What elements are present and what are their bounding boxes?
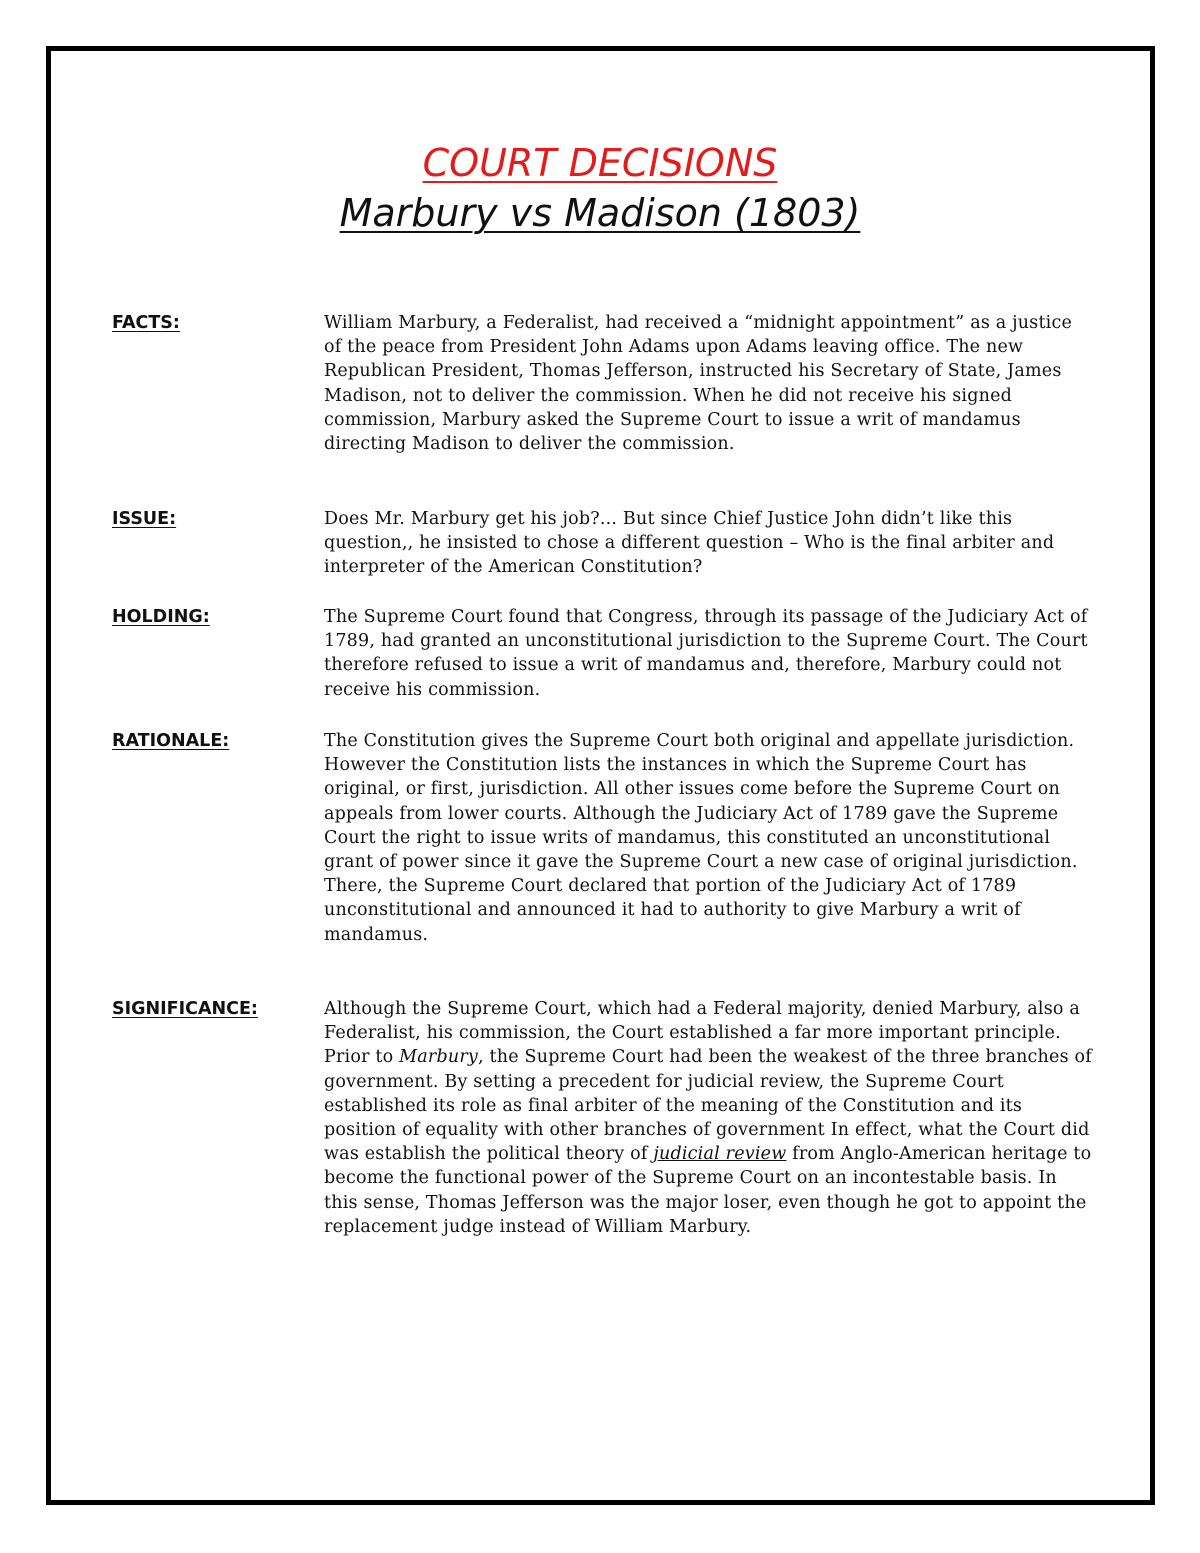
significance-text-part1: Although the Supreme Court, which had a Federal majority, denied Marbury, also a Federalist, his commission, the Court established a far more important principle. Prior to	[324, 999, 1081, 1068]
facts-label: FACTS:	[112, 313, 180, 333]
significance-text-part3: from Anglo-American heritage to become the functional power of the Supreme Court on an incontestable basis. In this sense, Thomas Jefferson was the major loser, even though he got to appoint the replacement judge instead of William Marbury.	[324, 1144, 1092, 1237]
holding-label: HOLDING:	[112, 607, 210, 627]
page-title: COURT DECISIONS	[422, 141, 778, 185]
issue-label: ISSUE:	[112, 509, 177, 529]
holding-text: The Supreme Court found that Congress, through its passage of the Judiciary Act of 1789, had granted an unconstitutional jurisdiction to the Supreme Court. The Court therefore refused to issue a writ of mandamus and, therefore, Marbury could not receive his commission.	[324, 607, 1088, 700]
judicial-review-term: judicial review	[653, 1144, 787, 1165]
significance-text-part2: , the Supreme Court had been the weakest of the three branches of government. By setting a precedent for judicial review, the Supreme Court established its role as final arbiter of the meaning of the Constitution and its position of equality with other branches of government In effect, what the Court did was establish the political theory of	[324, 1047, 1092, 1165]
rationale-text: The Constitution gives the Supreme Court both original and appellate jurisdiction. However the Constitution lists the instances in which the Supreme Court has original, or first, jurisdiction. All other issues come before the Supreme Court on appeals from lower courts. Although the Judiciary Act of 1789 gave the Supreme Court the right to issue writs of mandamus, this constituted an unconstitutional grant of power since it gave the Supreme Court a new case of original jurisdiction. There, the Supreme Court declared that portion of the Judiciary Act of 1789 unconstitutional and announced it had to authority to give Marbury a writ of mandamus.	[324, 731, 1078, 945]
issue-text: Does Mr. Marbury get his job?... But since Chief Justice John didn’t like this question,, he insisted to chose a different question – Who is the final arbiter and interpreter of the American Constitution?	[324, 509, 1055, 578]
significance-label: SIGNIFICANCE:	[112, 999, 258, 1019]
rationale-label: RATIONALE:	[112, 731, 230, 751]
significance-text	[324, 997, 1094, 1239]
facts-text: William Marbury, a Federalist, had received a “midnight appointment” as a justice of the peace from President John Adams upon Adams leaving office. The new Republican President, Thomas Jefferson, instructed his Secretary of State, James Madison, not to deliver the commission. When he did not receive his signed commission, Marbury asked the Supreme Court to issue a writ of mandamus directing Madison to deliver the commission.	[324, 313, 1073, 455]
marbury-italic: Marbury	[399, 1047, 478, 1068]
case-title: Marbury vs Madison (1803)	[339, 191, 861, 235]
